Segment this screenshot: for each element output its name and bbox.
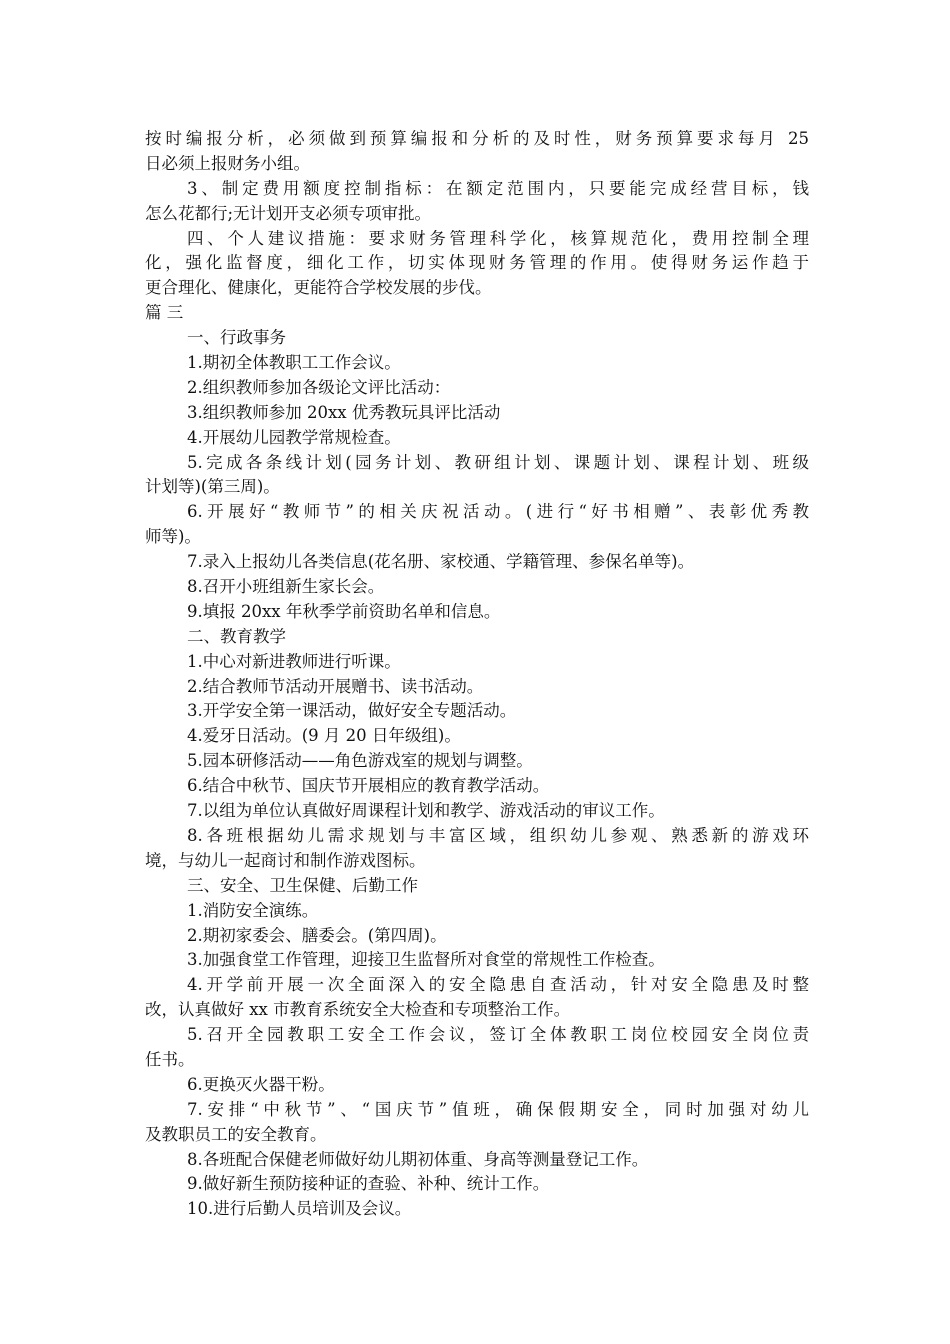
text-line: 3.组织教师参加 20xx 优秀教玩具评比活动: [187, 402, 501, 422]
text-line: 5.园本研修活动——角色游戏室的规划与调整。: [187, 751, 533, 771]
text-line: 3.加强食堂工作管理，迎接卫生监督所对食堂的常规性工作检查。: [187, 950, 665, 970]
text-line: 4.开展幼儿园教学常规检查。: [187, 427, 401, 447]
text-line: 境，与幼儿一起商讨和制作游戏图标。: [145, 850, 426, 870]
text-line: 5.召开全园教职工安全工作会议，签订全体教职工岗位校园安全岗位责: [187, 1025, 809, 1045]
text-line: 6.结合中秋节、国庆节开展相应的教育教学活动。: [187, 776, 550, 796]
text-line: 2.组织教师参加各级论文评比活动：: [187, 377, 451, 397]
text-line: 一、行政事务: [187, 328, 286, 348]
text-line: 8.召开小班组新生家长会。: [187, 577, 385, 597]
text-line: 6.开展好“教师节”的相关庆祝活动。(进行“好书相赠”、表彰优秀教: [187, 502, 809, 522]
text-line: 篇 三: [145, 303, 184, 323]
document-body: [145, 127, 809, 1222]
text-line: 7.安排“中秋节”、“国庆节”值班，确保假期安全，同时加强对幼儿: [187, 1099, 809, 1119]
text-line: 9.填报 20xx 年秋季学前资助名单和信息。: [187, 601, 501, 621]
text-line: 9.做好新生预防接种证的查验、补种、统计工作。: [187, 1174, 550, 1194]
text-line: 8.各班配合保健老师做好幼儿期初体重、身高等测量登记工作。: [187, 1149, 649, 1169]
text-line: 计划等)(第三周)。: [145, 477, 280, 497]
text-line: 4.开学前开展一次全面深入的安全隐患自查活动，针对安全隐患及时整: [187, 975, 809, 995]
text-line: 三、安全、卫生保健、后勤工作: [187, 875, 418, 895]
text-line: 怎么花都行;无计划开支必须专项审批。: [145, 203, 432, 223]
text-line: 1.中心对新进教师进行听课。: [187, 651, 401, 671]
text-line: 师等)。: [145, 527, 201, 547]
text-line: 四、个人建议措施：要求财务管理科学化，核算规范化，费用控制全理: [187, 228, 809, 248]
text-line: 6.更换灭火器干粉。: [187, 1074, 335, 1094]
text-line: 改，认真做好 xx 市教育系统安全大检查和专项整治工作。: [145, 1000, 571, 1020]
text-line: 7.以组为单位认真做好周课程计划和教学、游戏活动的审议工作。: [187, 801, 665, 821]
text-line: 二、教育教学: [187, 626, 286, 646]
text-line: 10.进行后勤人员培训及会议。: [187, 1199, 412, 1219]
text-line: 日必须上报财务小组。: [145, 153, 310, 173]
text-line: 5.完成各条线计划(园务计划、教研组计划、课题计划、课程计划、班级: [187, 452, 809, 472]
text-line: 1.期初全体教职工工作会议。: [187, 353, 401, 373]
text-line: 按时编报分析，必须做到预算编报和分析的及时性，财务预算要求每月 25: [145, 129, 809, 148]
text-line: 化，强化监督度，细化工作，切实体现财务管理的作用。使得财务运作趋于: [145, 253, 809, 273]
text-line: 3、制定费用额度控制指标：在额定范围内，只要能完成经营目标，钱: [187, 178, 809, 198]
text-line: 8.各班根据幼儿需求规划与丰富区域，组织幼儿参观、熟悉新的游戏环: [187, 825, 809, 845]
text-line: 2.期初家委会、膳委会。(第四周)。: [187, 925, 447, 945]
text-line: 4.爱牙日活动。(9 月 20 日年级组)。: [187, 726, 461, 746]
text-line: 7.录入上报幼儿各类信息(花名册、家校通、学籍管理、参保名单等)。: [187, 552, 695, 572]
text-line: 3.开学安全第一课活动，做好安全专题活动。: [187, 701, 517, 721]
text-line: 及教职员工的安全教育。: [145, 1124, 327, 1144]
text-line: 1.消防安全演练。: [187, 900, 319, 920]
text-line: 任书。: [145, 1049, 195, 1069]
text-line: 2.结合教师节活动开展赠书、读书活动。: [187, 676, 484, 696]
text-line: 更合理化、健康化，更能符合学校发展的步伐。: [145, 278, 492, 298]
